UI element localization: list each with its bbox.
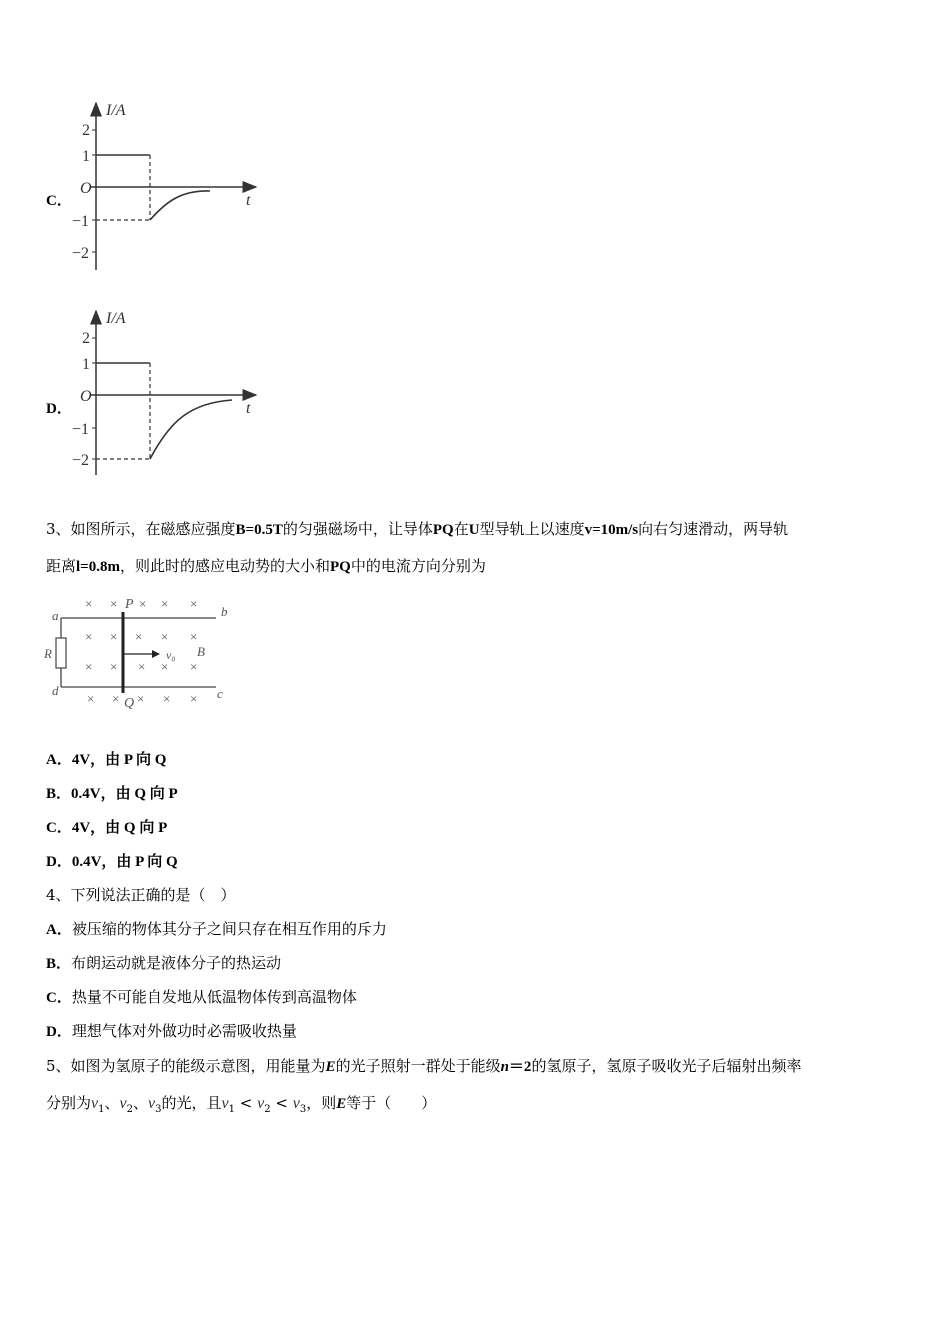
svg-text:×: × — [161, 659, 169, 674]
figure-label-b: b — [221, 604, 228, 619]
svg-text:×: × — [163, 691, 171, 706]
graph-d-tick-1: 1 — [82, 356, 90, 373]
graph-c-tick-2: 2 — [82, 122, 90, 139]
q3-stem-line1: 3、如图所示，在磁感应强度B=0.5T的匀强磁场中，让导体PQ在U型导轨上以速度v=10m/s向右匀速滑动，两导轨 — [46, 520, 789, 538]
svg-text:×: × — [110, 659, 118, 674]
q4-option-c[interactable]: C．热量不可能自发地从低温物体传到高温物体 — [46, 988, 357, 1006]
graph-d-tick-2: 2 — [82, 330, 90, 347]
figure-label-c: c — [217, 686, 223, 701]
q4-option-a[interactable]: A．被压缩的物体其分子之间只存在相互作用的斥力 — [46, 920, 387, 938]
q3-option-b[interactable]: B．0.4V，由 Q 向 P — [46, 786, 178, 802]
svg-text:×: × — [161, 629, 169, 644]
svg-text:×: × — [110, 596, 118, 611]
graph-d-origin: O — [80, 388, 92, 405]
figure-label-v0: v₀ — [166, 648, 176, 662]
graph-c-tick-neg2: −2 — [72, 245, 90, 262]
svg-text:×: × — [190, 659, 198, 674]
q5-stem-line1: 5、如图为氢原子的能级示意图，用能量为E的光子照射一群处于能级n＝2的氢原子，氢原子吸收光子后辐射出频率 — [46, 1057, 802, 1075]
svg-text:×: × — [87, 691, 95, 706]
svg-text:×: × — [85, 596, 93, 611]
svg-text:×: × — [135, 629, 143, 644]
q3-option-c[interactable]: C．4V，由 Q 向 P — [46, 820, 168, 836]
graph-d — [60, 303, 270, 483]
svg-text:×: × — [190, 596, 198, 611]
resistor — [56, 638, 66, 668]
svg-text:×: × — [161, 596, 169, 611]
figure-label-Q: Q — [124, 696, 135, 711]
graph-c-x-label: t — [246, 192, 251, 209]
q3-option-d[interactable]: D．0.4V，由 P 向 Q — [46, 854, 178, 870]
svg-text:×: × — [139, 596, 147, 611]
graph-d-tick-neg1: −1 — [72, 421, 90, 438]
magnetic-field-crosses — [85, 596, 197, 706]
graph-c — [60, 95, 270, 275]
graph-d-label: D． — [46, 401, 72, 417]
graph-c-label: C． — [46, 193, 72, 209]
graph-c-y-label: I/A — [106, 102, 126, 119]
graph-c-tick-1: 1 — [82, 148, 90, 165]
graph-c-decay-curve — [150, 191, 210, 220]
q3-stem-line2: 距离l=0.8m，则此时的感应电动势的大小和PQ中的电流方向分别为 — [46, 557, 486, 575]
graph-d-tick-neg2: −2 — [72, 452, 90, 469]
graph-d-decay-curve — [150, 400, 232, 459]
graph-c-tick-neg1: −1 — [72, 213, 90, 230]
svg-text:×: × — [190, 691, 198, 706]
q3-option-a[interactable]: A．4V，由 P 向 Q — [46, 752, 167, 768]
graph-c-origin: O — [80, 180, 92, 197]
figure-label-d: d — [52, 683, 59, 698]
q5-stem-line2: 分别为$\nu_1$、$\nu_2$、$\nu_3$的光，且$\nu_1 < \nu_2 < \nu_3$，则E等于（ ） — [46, 1094, 437, 1115]
q4-option-d[interactable]: D．理想气体对外做功时必需吸收热量 — [46, 1022, 297, 1040]
figure-label-R: R — [44, 646, 52, 661]
figure-label-a: a — [52, 608, 59, 623]
figure-label-P: P — [125, 597, 134, 612]
graph-d-x-label: t — [246, 400, 251, 417]
svg-text:×: × — [110, 629, 118, 644]
svg-text:×: × — [112, 691, 120, 706]
graph-d-y-label: I/A — [106, 310, 126, 327]
svg-text:×: × — [85, 629, 93, 644]
q4-stem: 4、下列说法正确的是（ ） — [46, 886, 236, 904]
svg-text:×: × — [85, 659, 93, 674]
svg-text:×: × — [190, 629, 198, 644]
svg-text:×: × — [138, 659, 146, 674]
figure-label-B: B — [197, 644, 205, 659]
q4-option-b[interactable]: B．布朗运动就是液体分子的热运动 — [46, 954, 282, 972]
svg-text:×: × — [137, 691, 145, 706]
q3-rail-figure — [40, 592, 240, 717]
